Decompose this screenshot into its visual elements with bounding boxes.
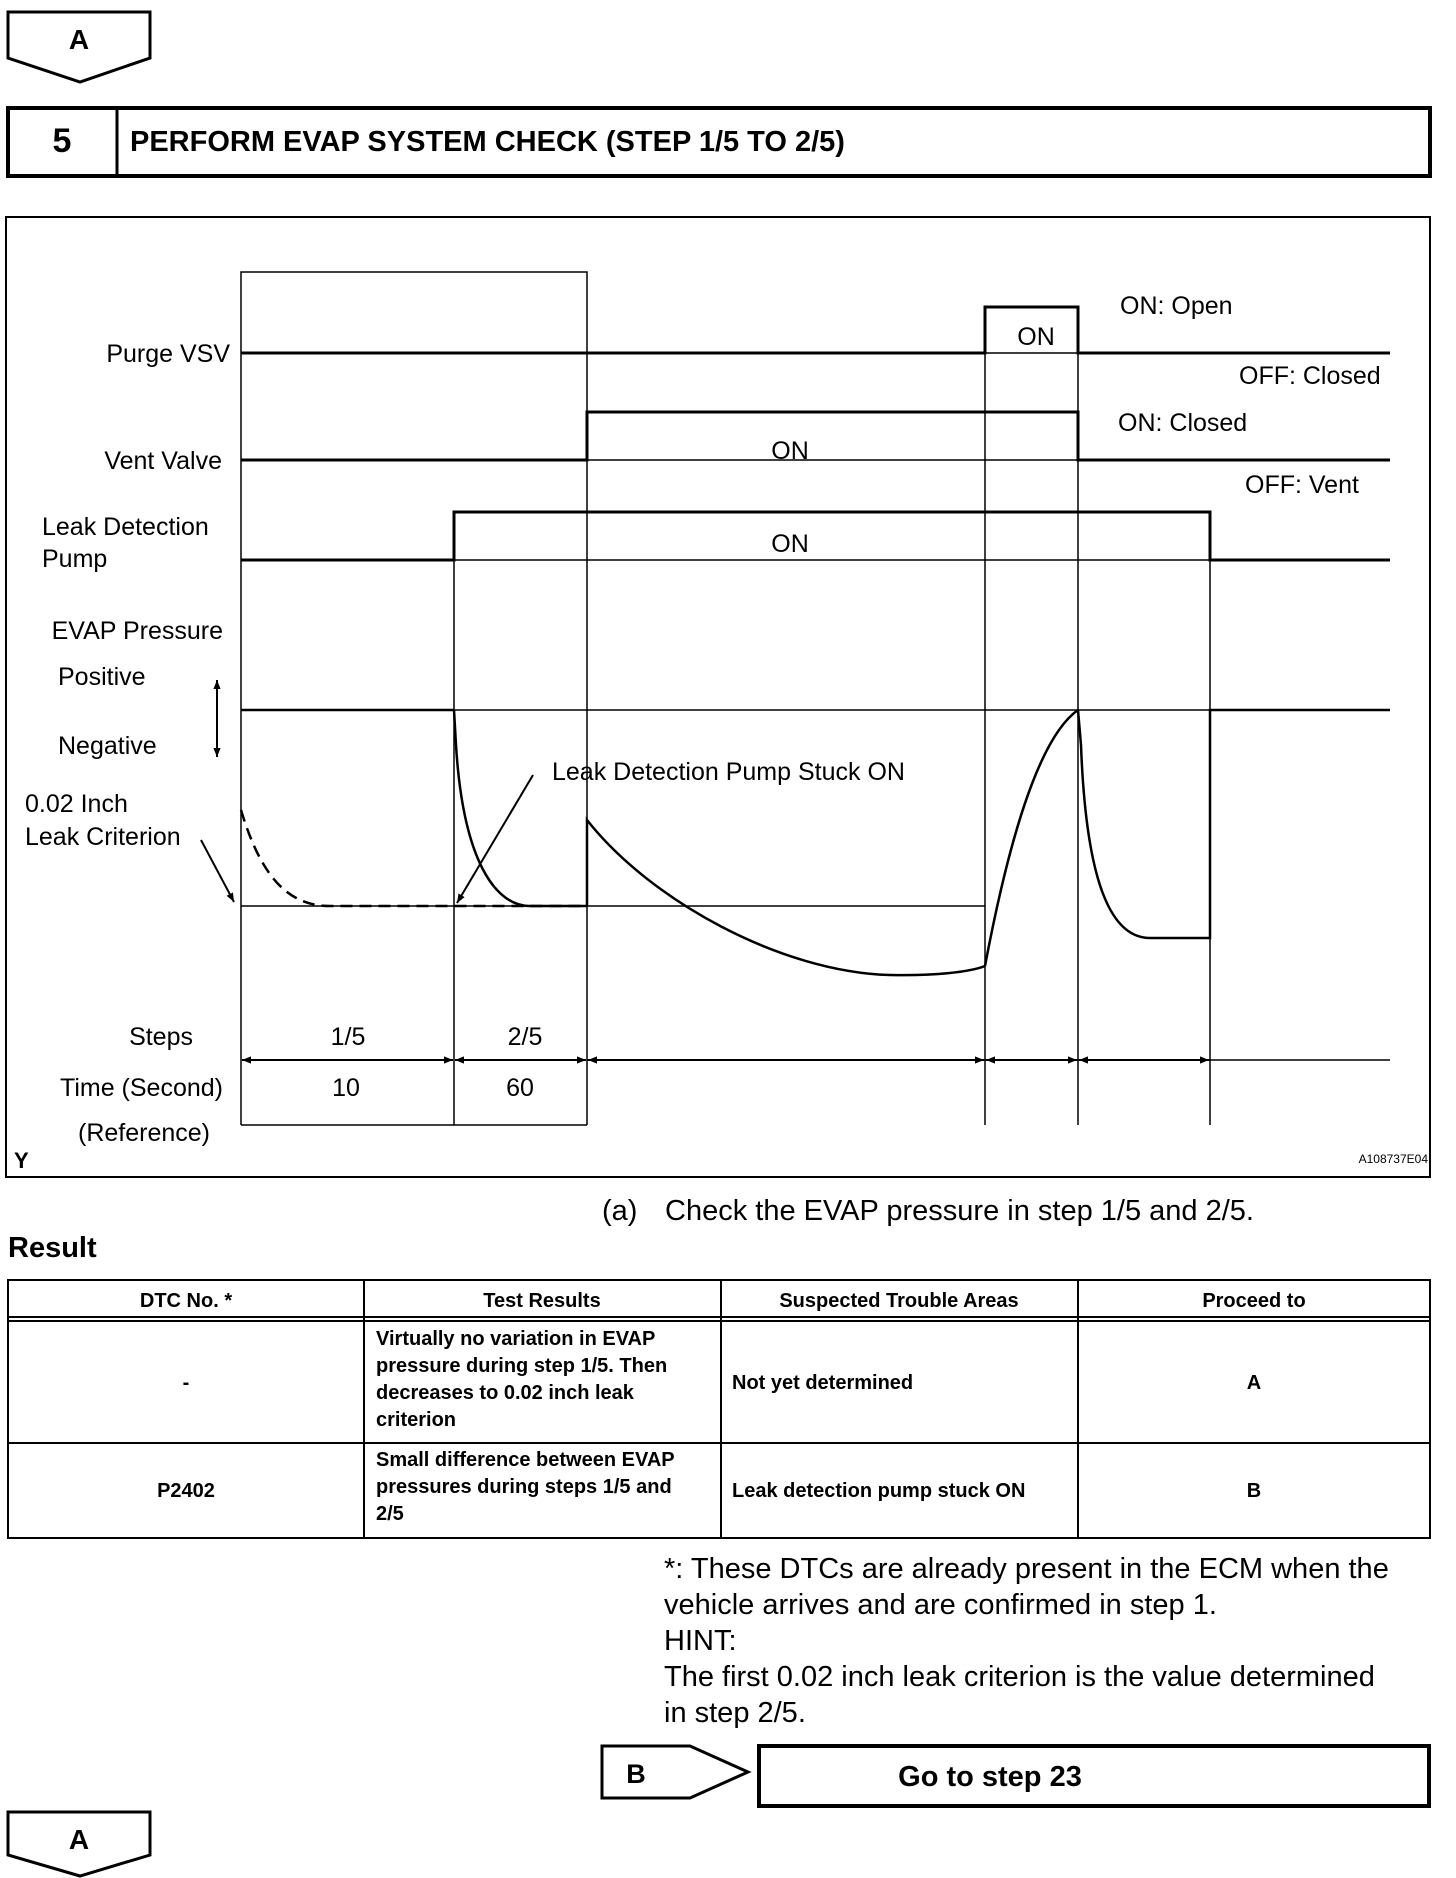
label-steps: Steps [129,1023,193,1051]
label-criterion-2: Leak Criterion [25,823,181,851]
purge-on-label: ON [1017,323,1055,351]
goto-tag-shape[interactable] [602,1746,748,1798]
step-number: 5 [52,122,72,160]
step-title: PERFORM EVAP SYSTEM CHECK (STEP 1/5 TO 2/5) [130,126,845,158]
row2-dtc: P2402 [157,1480,215,1502]
hint-line1: The first 0.02 inch leak criterion is the value determined [664,1661,1375,1693]
corner-mark: Y [14,1148,29,1173]
row2-proceed: B [1246,1480,1262,1502]
label-reference: (Reference) [78,1119,210,1147]
label-negative: Negative [58,732,157,760]
hint-line2: in step 2/5. [664,1697,806,1729]
step-label-1: 1/5 [330,1023,366,1051]
label-purge-vsv: Purge VSV [106,340,230,368]
top-badge-label: A [68,24,90,55]
label-evap-pressure: EVAP Pressure [51,617,223,645]
goto-tag-label: B [626,1759,646,1789]
row1-proceed: A [1246,1372,1262,1394]
goto-step-label: Go to step 23 [898,1761,1082,1793]
header-test-results: Test Results [483,1290,601,1312]
vent-off-state: OFF: Vent [1245,471,1359,499]
instruction-text: Check the EVAP pressure in step 1/5 and 2/5. [665,1195,1254,1227]
row2-result-line1: Small difference between EVAP [376,1449,675,1471]
hint-label: HINT: [664,1625,737,1657]
bottom-branch-badge [8,1812,150,1876]
footnote-line2: vehicle arrives and are confirmed in step 1. [664,1589,1217,1621]
step-header [8,108,1430,176]
instruction-label: (a) [602,1195,638,1227]
header-proceed: Proceed to [1202,1290,1306,1312]
label-positive: Positive [58,663,146,691]
purge-on-state: ON: Open [1120,292,1233,320]
row1-result-line2: pressure during step 1/5. Then [376,1355,668,1377]
label-vent-valve: Vent Valve [104,447,222,475]
timing-diagram [6,217,1430,1177]
label-leak-pump-2: Pump [42,545,108,573]
footnote-line1: *: These DTCs are already present in the ECM when the [664,1553,1389,1585]
label-leak-pump-1: Leak Detection [42,513,209,541]
label-time: Time (Second) [59,1074,223,1102]
time-label-2: 60 [506,1074,534,1102]
pump-on-label: ON [771,530,809,558]
goto-branch[interactable] [602,1746,1429,1806]
footnote [664,1553,1389,1729]
time-label-1: 10 [332,1074,360,1102]
header-dtc: DTC No. * [139,1290,233,1312]
header-trouble-areas: Suspected Trouble Areas [779,1290,1019,1312]
stuck-on-annotation: Leak Detection Pump Stuck ON [552,758,905,786]
row1-result-line4: criterion [376,1409,457,1431]
row1-result-line1: Virtually no variation in EVAP [376,1328,656,1350]
row2-area: Leak detection pump stuck ON [732,1480,1026,1502]
row2-result-line3: 2/5 [376,1503,404,1525]
top-branch-badge [8,12,150,82]
row1-area: Not yet determined [732,1372,914,1394]
step-label-2: 2/5 [507,1023,543,1051]
figure-id: A108737E04 [1358,1152,1428,1166]
label-criterion-1: 0.02 Inch [25,790,128,818]
vent-on-label: ON [771,437,809,465]
row1-dtc: - [182,1372,190,1394]
result-table [8,1280,1430,1538]
bottom-badge-label: A [68,1824,90,1855]
purge-off-state: OFF: Closed [1239,362,1381,390]
vent-on-state: ON: Closed [1118,409,1248,437]
row1-result-line3: decreases to 0.02 inch leak [376,1382,634,1404]
result-heading: Result [8,1232,97,1264]
instruction [602,1195,1254,1227]
row2-result-line2: pressures during steps 1/5 and [376,1476,672,1498]
goto-step-button[interactable] [759,1746,1429,1806]
